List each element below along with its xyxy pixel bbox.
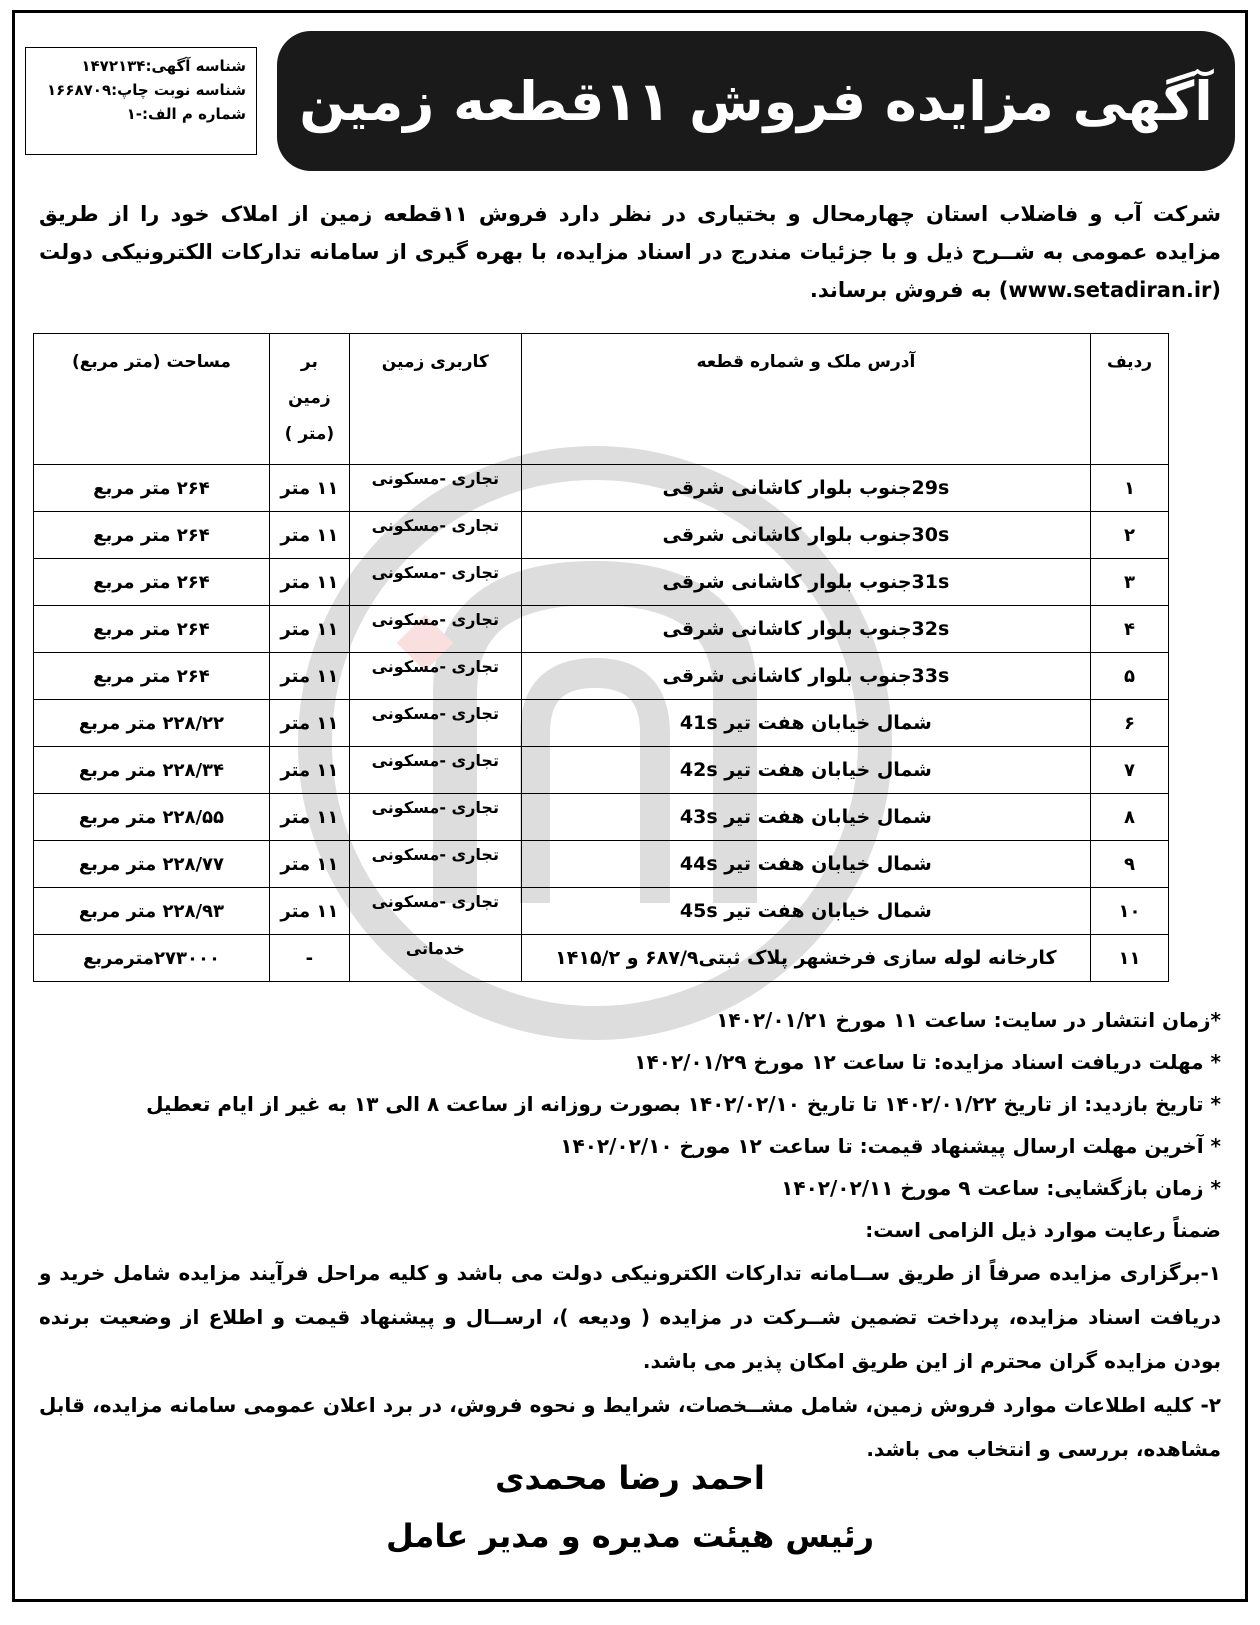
table-row: ۹ شمال خیابان هفت تیر 44s تجاری -مسکونی ۱۱ متر ۲۲۸/۷۷ متر مربع: [34, 841, 1169, 888]
lots-table: [33, 333, 1169, 982]
notice-id: شناسه آگهی:۱۴۷۲۱۳۴: [81, 57, 246, 75]
header-address: آدرس ملک و شماره قطعه: [521, 334, 1090, 465]
publish-time: *زمان انتشار در سایت: ساعت ۱۱ مورخ ۱۴۰۲/۰۱/۲۱: [716, 1008, 1221, 1032]
auction-notice: [12, 10, 1248, 1602]
print-id: شناسه نوبت چاپ:۱۶۶۸۷۰۹: [47, 81, 246, 99]
signature: [15, 1449, 1245, 1565]
table-row: ۵ 33sجنوب بلوار کاشانی شرقی تجاری -مسکونی ۱۱ متر ۲۶۴ متر مربع: [34, 653, 1169, 700]
auction-details: [39, 999, 1221, 1471]
notice-id-box: [25, 47, 257, 155]
table-row: ۶ شمال خیابان هفت تیر 41s تجاری -مسکونی ۱۱ متر ۲۲۸/۲۲ متر مربع: [34, 700, 1169, 747]
table-row: ۳ 31sجنوب بلوار کاشانی شرقی تجاری -مسکونی ۱۱ متر ۲۶۴ متر مربع: [34, 559, 1169, 606]
table-row: ۱۰ شمال خیابان هفت تیر 45s تجاری -مسکونی ۱۱ متر ۲۲۸/۹۳ متر مربع: [34, 888, 1169, 935]
table-row: ۱۱ کارخانه لوله سازی فرخشهر پلاک ثبتی۶۸۷/۹ و ۱۴۱۵/۲ خدماتی - ۲۷۳۰۰۰مترمربع: [34, 935, 1169, 982]
notice-title: آگهی مزایده فروش ۱۱قطعه زمین: [277, 31, 1235, 171]
setad-link[interactable]: www.setadiran.ir: [1008, 278, 1212, 302]
table-row: ۴ 32sجنوب بلوار کاشانی شرقی تجاری -مسکونی ۱۱ متر ۲۶۴ متر مربع: [34, 606, 1169, 653]
opening-time: * زمان بازگشایی: ساعت ۹ مورخ ۱۴۰۲/۰۲/۱۱: [781, 1176, 1221, 1200]
reference-number: شماره م الف:-۱: [126, 105, 246, 123]
document-deadline: * مهلت دریافت اسناد مزایده: تا ساعت ۱۲ مورخ ۱۴۰۲/۰۱/۲۹: [634, 1050, 1221, 1074]
header-area: مساحت (متر مربع): [34, 334, 270, 465]
table-row: ۸ شمال خیابان هفت تیر 43s تجاری -مسکونی ۱۱ متر ۲۲۸/۵۵ متر مربع: [34, 794, 1169, 841]
signer-title: رئیس هیئت مدیره و مدیر عامل: [385, 1517, 875, 1555]
header: [25, 23, 1235, 173]
table-row: ۷ شمال خیابان هفت تیر 42s تجاری -مسکونی ۱۱ متر ۲۲۸/۳۴ متر مربع: [34, 747, 1169, 794]
requirement-1: ۱-برگزاری مزایده صرفاً از طریق ســامانه تدارکات الکترونیکی دولت می باشد و کلیه مراحل فرآیند مزایده شامل خرید و دریافت اسناد مزایده، پرداخت تضمین شــرکت در مزایده ( ودیعه )، ارســال و پیشنهاد قیمت و اطلاع از وضعیت برنده بودن مزایده گران محترم از این طریق امکان پذیر می باشد.: [39, 1261, 1221, 1373]
intro-paragraph: شرکت آب و فاضلاب استان چهارمحال و بختیاری در نظر دارد فروش ۱۱قطعه زمین از املاک خود را از طریق مزایده عمومی به شــرح ذیل و با جزئیات مندرج در اسناد مزایده، با بهره گیری از سامانه تدارکات الکترونیکی دولت (www.setadiran.ir) به فروش برساند.: [39, 202, 1221, 302]
table-row: ۱ 29sجنوب بلوار کاشانی شرقی تجاری -مسکونی ۱۱ متر ۲۶۴ متر مربع: [34, 465, 1169, 512]
requirements-heading: ضمناً رعایت موارد ذیل الزامی است:: [865, 1218, 1221, 1242]
table-header: [34, 334, 1169, 465]
header-frontage: بر زمین (متر ): [269, 334, 349, 465]
table-row: ۲ 30sجنوب بلوار کاشانی شرقی تجاری -مسکونی ۱۱ متر ۲۶۴ متر مربع: [34, 512, 1169, 559]
bid-deadline: * آخرین مهلت ارسال پیشنهاد قیمت: تا ساعت ۱۲ مورخ ۱۴۰۲/۰۲/۱۰: [560, 1134, 1221, 1158]
signer-name: احمد رضا محمدی: [495, 1459, 765, 1497]
visit-dates: * تاریخ بازدید: از تاریخ ۱۴۰۲/۰۱/۲۲ تا تاریخ ۱۴۰۲/۰۲/۱۰ بصورت روزانه از ساعت ۸ الی ۱۳ به غیر از ایام تعطیل: [146, 1092, 1221, 1116]
header-usage: کاربری زمین: [349, 334, 521, 465]
header-row-number: ردیف: [1091, 334, 1169, 465]
requirement-2: ۲- کلیه اطلاعات موارد فروش زمین، شامل مشــخصات، شرایط و نحوه فروش، در برد اعلان عمومی سامانه مزایده، قابل مشاهده، بررسی و انتخاب می باشد.: [39, 1393, 1221, 1461]
